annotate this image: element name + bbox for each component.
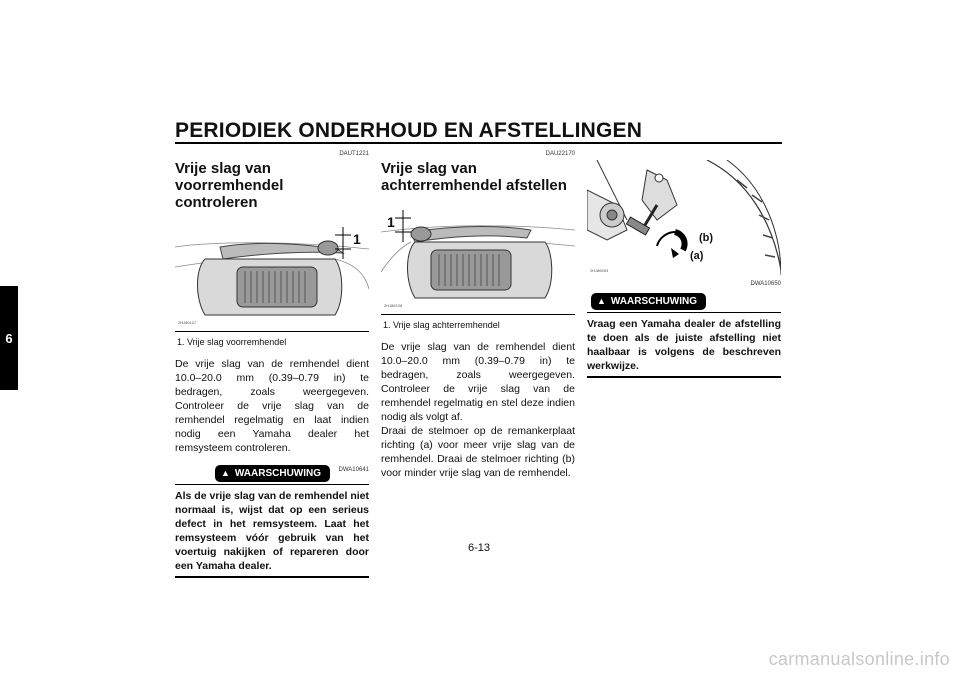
front-brake-lever-figure <box>175 219 369 327</box>
section-heading: Vrije slag van voorremhendel controleren <box>175 160 284 211</box>
direction-a-label: (a) <box>690 250 704 262</box>
brake-adjuster-figure <box>587 160 781 275</box>
warning-badge <box>215 465 330 482</box>
warning-label: WAARSCHUWING <box>234 467 322 479</box>
warning-text: Vraag een Yamaha dealer de afstelling te doen als de juiste afstelling niet haalbaar is volgens de beschreven werkwijze. <box>587 317 781 372</box>
caption-rule <box>175 331 369 332</box>
warning-end-rule <box>587 376 781 378</box>
figure-caption: 1. Vrije slag achterremhendel <box>383 320 500 330</box>
caption-rule <box>381 314 575 315</box>
section-code: DAU22170 <box>545 151 575 157</box>
section-code: DAUT1221 <box>339 151 369 157</box>
section-adjuster <box>587 160 781 378</box>
warning-text: Als de vrije slag van de remhendel niet normaal is, wijst dat op een serieus defect in het remsysteem. Laat het remsysteem vóór gebruik van het voertuig nakijken of repareren door een Yamaha dealer. <box>175 489 369 572</box>
warning-code: DWA10650 <box>750 281 781 287</box>
figure-code: 2HJ86108 <box>384 303 403 308</box>
rear-brake-lever-figure <box>381 202 575 310</box>
callout-1: 1 <box>353 231 361 247</box>
figure-code: 2HJ86093 <box>590 268 609 273</box>
warning-end-rule <box>175 576 369 578</box>
body-text: De vrije slag van de remhendel dient 10.0–20.0 mm (0.39–0.79 in) te bedragen, zoals weergegeven. Controleer de vrije slag van de remhendel regelmatig en stel deze indien nodig als volgt af. Draai de stelmoer op de remankerplaat richting (a) voor meer vrije slag van de remhendel. Draai de stelmoer richting (b) voor minder vrije slag van de remhendel. <box>381 341 575 479</box>
warning-rule <box>175 484 369 485</box>
warning-triangle-icon: ▲ <box>221 468 230 478</box>
header-rule <box>175 142 782 144</box>
warning-badge <box>591 293 706 310</box>
warning-triangle-icon: ▲ <box>597 296 606 306</box>
callout-1: 1 <box>387 214 395 230</box>
body-text: De vrije slag van de remhendel dient 10.0–20.0 mm (0.39–0.79 in) te bedragen, zoals weergegeven. Controleer de vrije slag van de remhendel regelmatig en laat indien nodig een Yamaha dealer het remsysteem controleren. <box>175 358 369 454</box>
chapter-tab: 6 <box>0 286 18 390</box>
warning-box <box>587 277 781 378</box>
direction-b-label: (b) <box>699 232 714 244</box>
section-front-brake <box>175 150 369 578</box>
section-rear-brake <box>381 150 575 480</box>
page-number: 6-13 <box>468 542 491 554</box>
warning-rule <box>587 312 781 313</box>
figure-caption: 1. Vrije slag voorremhendel <box>177 337 287 347</box>
watermark: carmanualsonline.info <box>768 649 950 669</box>
warning-box <box>175 463 369 578</box>
section-heading: Vrije slag van achterremhendel afstellen <box>381 160 567 194</box>
figure-code: 2HJ86107 <box>178 320 197 325</box>
warning-code: DWA10641 <box>338 467 369 473</box>
page-title: PERIODIEK ONDERHOUD EN AFSTELLINGEN <box>175 119 643 142</box>
warning-label: WAARSCHUWING <box>610 295 698 307</box>
